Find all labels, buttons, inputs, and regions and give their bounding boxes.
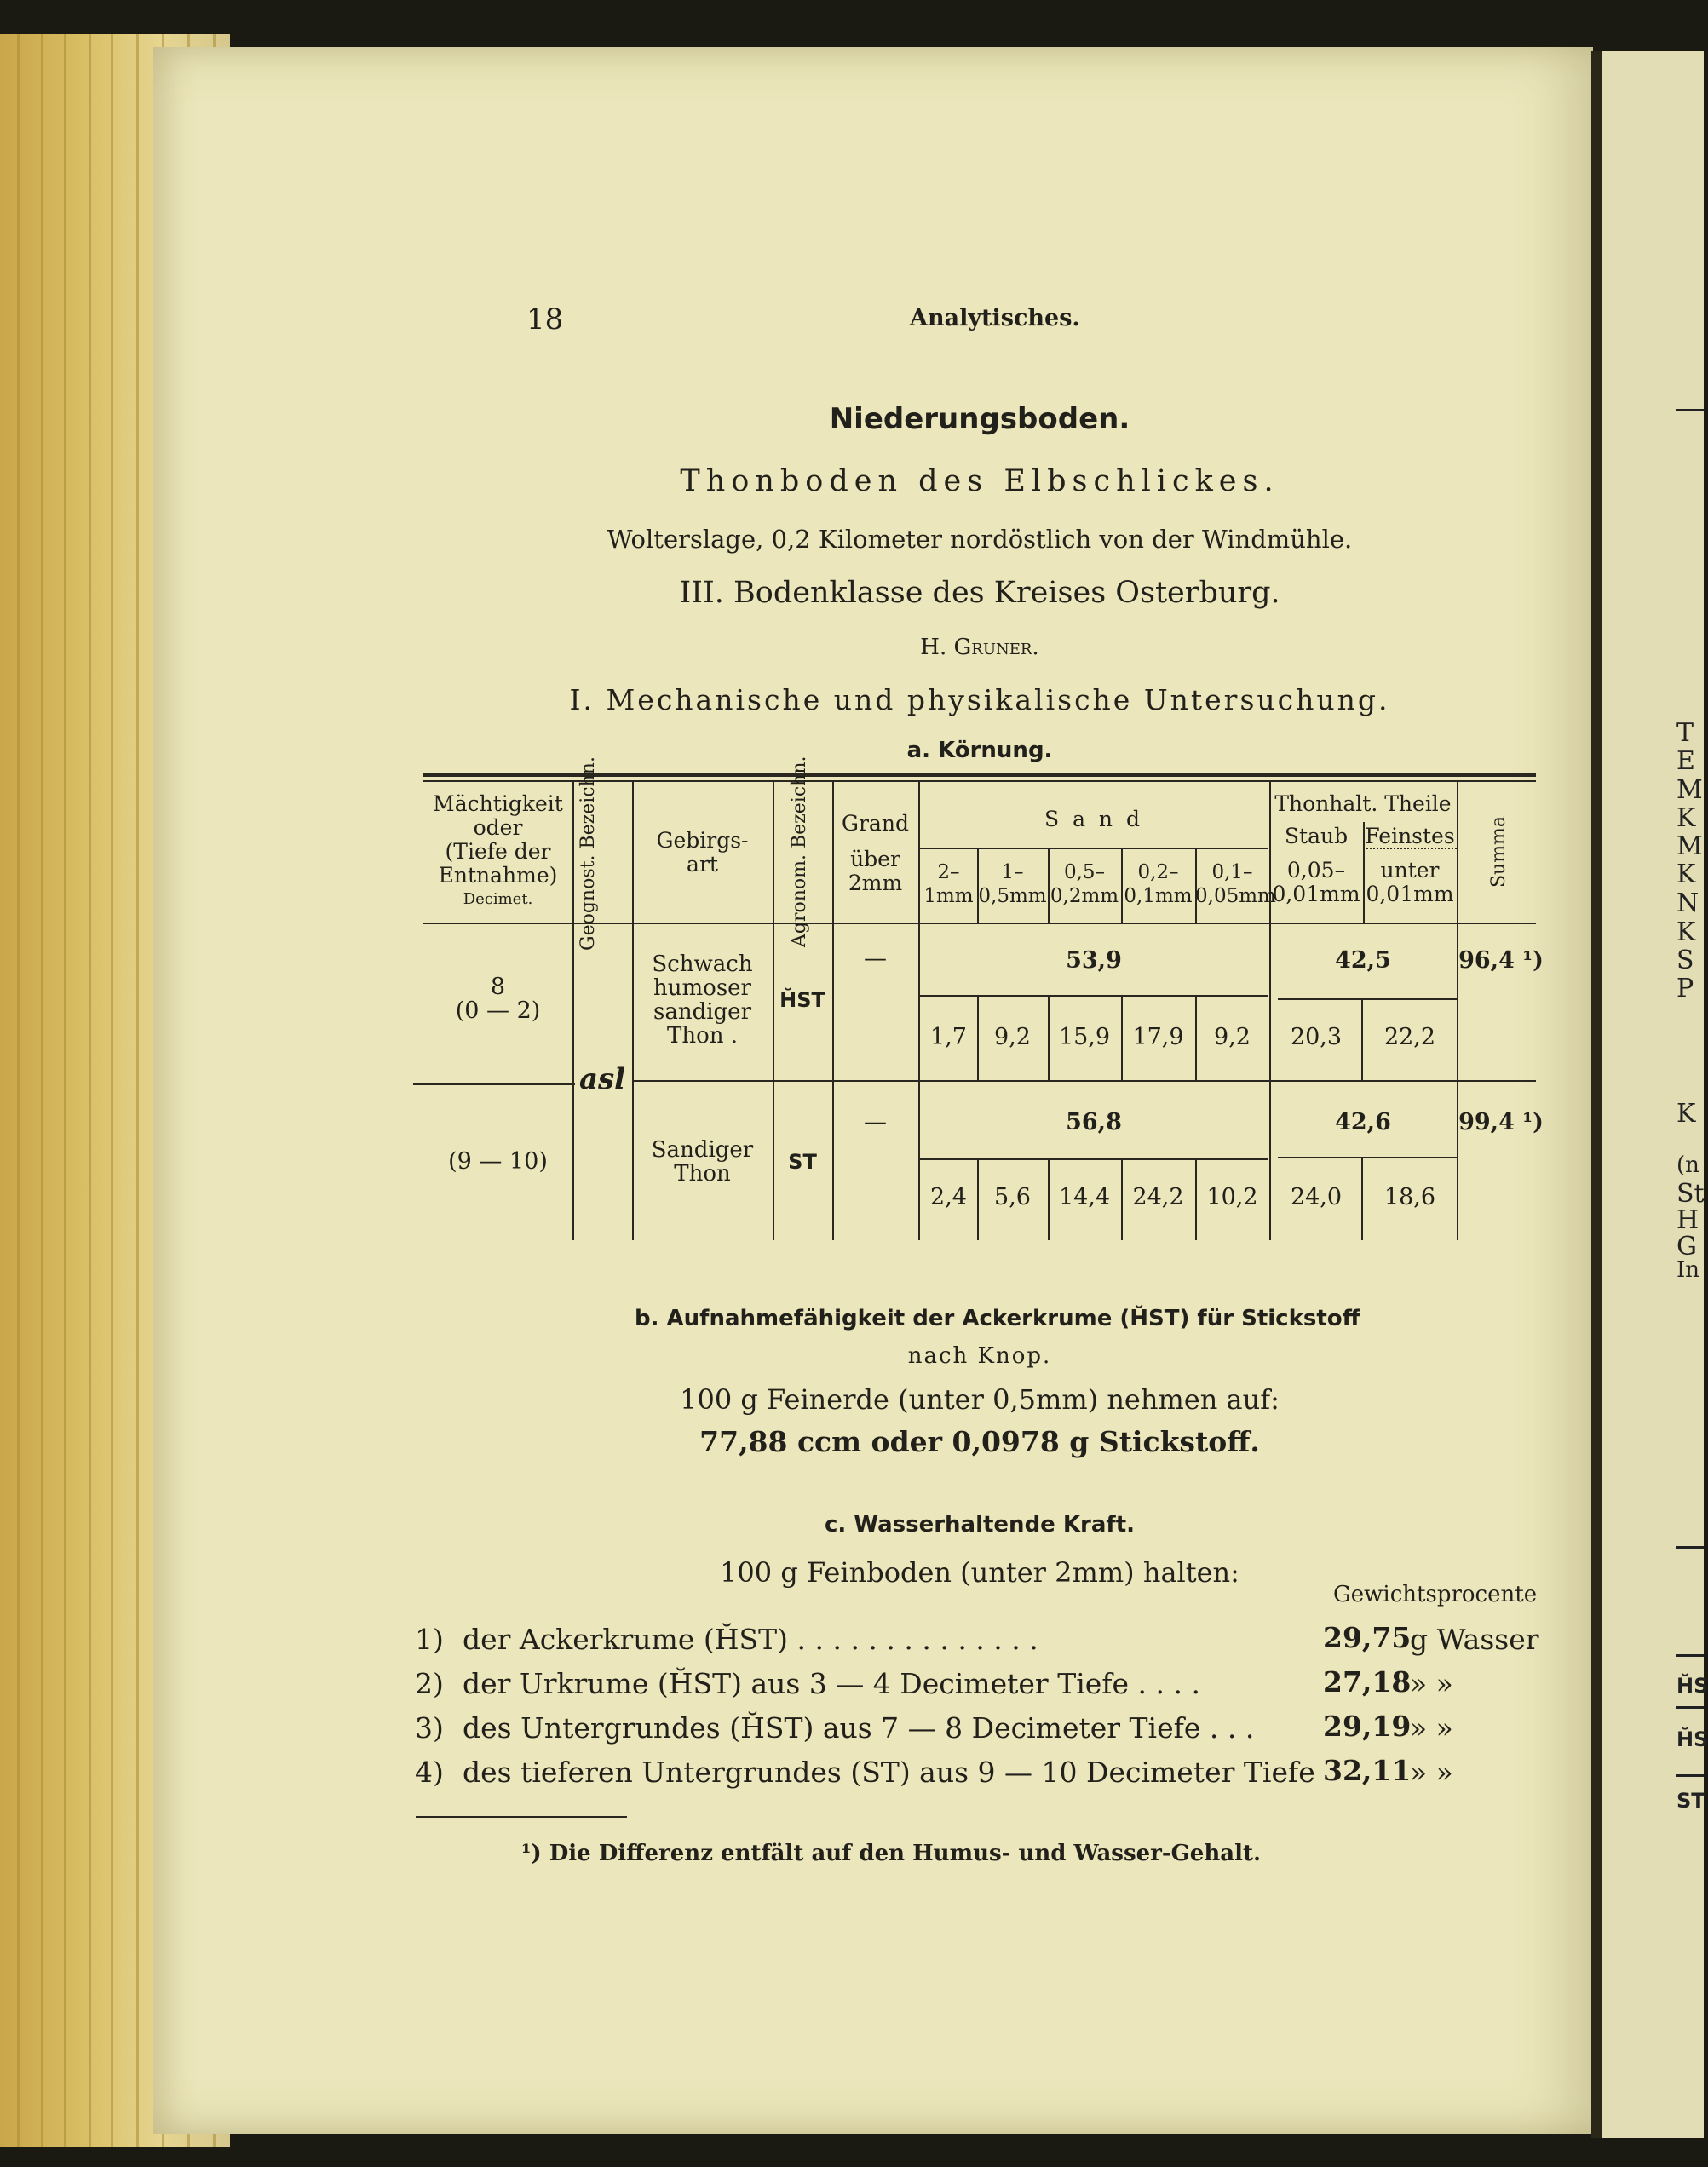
page-number: 18 <box>526 302 564 336</box>
header-sand-1-05: 1– 0,5mm <box>978 861 1047 907</box>
row1-feinstes: 22,2 <box>1383 1024 1436 1050</box>
header-gebirgsart: Gebirgs- art <box>656 828 749 877</box>
book-page <box>153 47 1593 2134</box>
item-number: 1) <box>415 1623 444 1656</box>
row2-sand-4: 24,2 <box>1132 1184 1184 1210</box>
fragment: ST <box>1676 1789 1705 1813</box>
row1-depth: 8 (0 — 2) <box>455 974 541 1024</box>
item-value: 29,75 <box>1323 1621 1412 1654</box>
facing-rule <box>1676 1546 1704 1549</box>
row1-sand-4: 17,9 <box>1132 1024 1184 1050</box>
item-unit: » » <box>1410 1756 1453 1789</box>
item-unit: » » <box>1410 1667 1453 1700</box>
header-agronom: Agronom. Bezeichn. <box>789 756 810 947</box>
fragment: (n <box>1676 1152 1699 1178</box>
header-geognost: Geognost. Bezeichn. <box>578 756 599 951</box>
row2-agronom: ST <box>788 1150 817 1174</box>
row2-thon-total: 42,6 <box>1335 1109 1391 1135</box>
header-sand-05-02: 0,5– 0,2mm <box>1050 861 1119 907</box>
row1-gebirgsart: Schwach humoser sandiger Thon . <box>652 951 753 1049</box>
header-staub: Staub 0,05– 0,01mm <box>1272 824 1360 906</box>
fragment: K <box>1676 859 1696 889</box>
row2-sand-total: 56,8 <box>1066 1109 1122 1135</box>
section-c-intro: 100 g Feinboden (unter 2mm) halten: <box>720 1556 1239 1589</box>
header-sand-01-005: 0,1– 0,05mm <box>1195 861 1276 907</box>
fragment: H̆S <box>1676 1727 1708 1751</box>
running-head: Analytisches. <box>910 305 1080 331</box>
fragment: T <box>1676 718 1694 748</box>
fragment: N <box>1676 888 1699 918</box>
row1-summa: 96,4 ¹) <box>1458 947 1544 974</box>
fragment: H̆S <box>1676 1674 1708 1698</box>
section-b-method: nach Knop. <box>907 1343 1052 1369</box>
row2-sand-3: 14,4 <box>1058 1184 1111 1210</box>
footnote: ¹) Die Differenz entfält auf den Humus- und Wasser-Gehalt. <box>521 1841 1262 1866</box>
item-value: 27,18 <box>1323 1665 1412 1699</box>
header-sand-2-1: 2– 1mm <box>923 861 974 907</box>
item-value: 32,11 <box>1323 1754 1412 1787</box>
row2-sand-1: 2,4 <box>930 1184 967 1210</box>
item-number: 3) <box>415 1711 444 1745</box>
row2-sand-5: 10,2 <box>1206 1184 1258 1210</box>
location: Wolterslage, 0,2 Kilometer nordöstlich von der Windmühle. <box>607 525 1353 554</box>
facing-page <box>1602 51 1704 2138</box>
item-text: der Urkrume (H̆ST) aus 3 — 4 Decimeter Tiefe . . . . <box>463 1667 1200 1700</box>
row2-grand: — <box>864 1109 887 1135</box>
fragment: H <box>1676 1205 1699 1235</box>
row1-staub: 20,3 <box>1290 1024 1343 1050</box>
facing-rule <box>1676 1774 1704 1777</box>
header-summa: Summa <box>1488 815 1510 888</box>
facing-rule <box>1676 1654 1704 1657</box>
row1-sand-1: 1,7 <box>930 1024 967 1050</box>
row1-sand-total: 53,9 <box>1066 947 1122 974</box>
fragment: K <box>1676 803 1696 833</box>
row1-sand-5: 9,2 <box>1214 1024 1251 1050</box>
item-text: der Ackerkrume (H̆ST) . . . . . . . . . . . . . . <box>463 1623 1038 1656</box>
item-number: 4) <box>415 1756 444 1789</box>
title: Niederungsboden. <box>829 402 1130 436</box>
fragment: M <box>1676 831 1703 861</box>
fragment: E <box>1676 746 1695 776</box>
fragment: St <box>1676 1179 1705 1209</box>
fragment: P <box>1676 974 1694 1003</box>
item-number: 2) <box>415 1667 444 1700</box>
footnote-rule <box>416 1816 627 1818</box>
row2-summa: 99,4 ¹) <box>1458 1109 1544 1135</box>
row2-gebirgsart: Sandiger Thon <box>651 1137 754 1187</box>
section-a-title: a. Körnung. <box>906 738 1053 763</box>
header-feinstes: Feinstes unter 0,01mm <box>1365 824 1455 906</box>
fragment: M <box>1676 775 1703 805</box>
row1-thon-total: 42,5 <box>1335 947 1391 974</box>
item-unit: g Wasser <box>1410 1623 1539 1656</box>
header-sand-02-01: 0,2– 0,1mm <box>1124 861 1193 907</box>
section-b-line2: 77,88 ccm oder 0,0978 g Stickstoff. <box>699 1425 1260 1458</box>
facing-rule <box>1676 1706 1704 1709</box>
item-value: 29,19 <box>1323 1710 1412 1743</box>
row1-agronom: H̆ST <box>779 988 825 1012</box>
row2-staub: 24,0 <box>1290 1184 1343 1210</box>
header-depth: Mächtigkeit oder (Tiefe der Entnahme) Decimet. <box>433 791 563 908</box>
row1-sand-2: 9,2 <box>994 1024 1031 1050</box>
geognost-value: asl <box>578 1062 626 1096</box>
section-c-title: c. Wasserhaltende Kraft. <box>824 1512 1135 1538</box>
classification: III. Bodenklasse des Kreises Osterburg. <box>679 576 1280 610</box>
item-unit: » » <box>1410 1711 1453 1745</box>
row2-sand-2: 5,6 <box>994 1184 1031 1210</box>
fragment: S <box>1676 946 1694 975</box>
section-b-line1: 100 g Feinerde (unter 0,5mm) nehmen auf: <box>680 1383 1280 1416</box>
fragment: G <box>1676 1232 1697 1262</box>
row2-feinstes: 18,6 <box>1383 1184 1436 1210</box>
fragment: K <box>1676 917 1696 947</box>
facing-rule <box>1676 409 1704 411</box>
section-heading: I. Mechanische und physikalische Untersuchung. <box>569 683 1390 716</box>
row1-sand-3: 15,9 <box>1058 1024 1111 1050</box>
header-grand: Grand über 2mm <box>842 811 909 895</box>
author: H. Gruner. <box>920 635 1039 660</box>
row2-depth: (9 — 10) <box>448 1148 548 1175</box>
fragment: In <box>1676 1257 1700 1283</box>
section-b-title: b. Aufnahmefähigkeit der Ackerkrume (H̆ST) für Stickstoff <box>635 1306 1360 1331</box>
row1-grand: — <box>864 946 887 972</box>
subtitle: Thonboden des Elbschlickes. <box>680 464 1280 498</box>
fragment: K <box>1676 1099 1696 1129</box>
item-text: des Untergrundes (H̆ST) aus 7 — 8 Decimeter Tiefe . . . <box>463 1711 1255 1745</box>
unit-header: Gewichtsprocente <box>1333 1582 1538 1607</box>
header-thonhalt: Thonhalt. Theile <box>1274 791 1452 816</box>
item-text: des tieferen Untergrundes (ST) aus 9 — 10 Decimeter Tiefe <box>463 1756 1315 1789</box>
header-sand: S a n d <box>1044 807 1143 831</box>
